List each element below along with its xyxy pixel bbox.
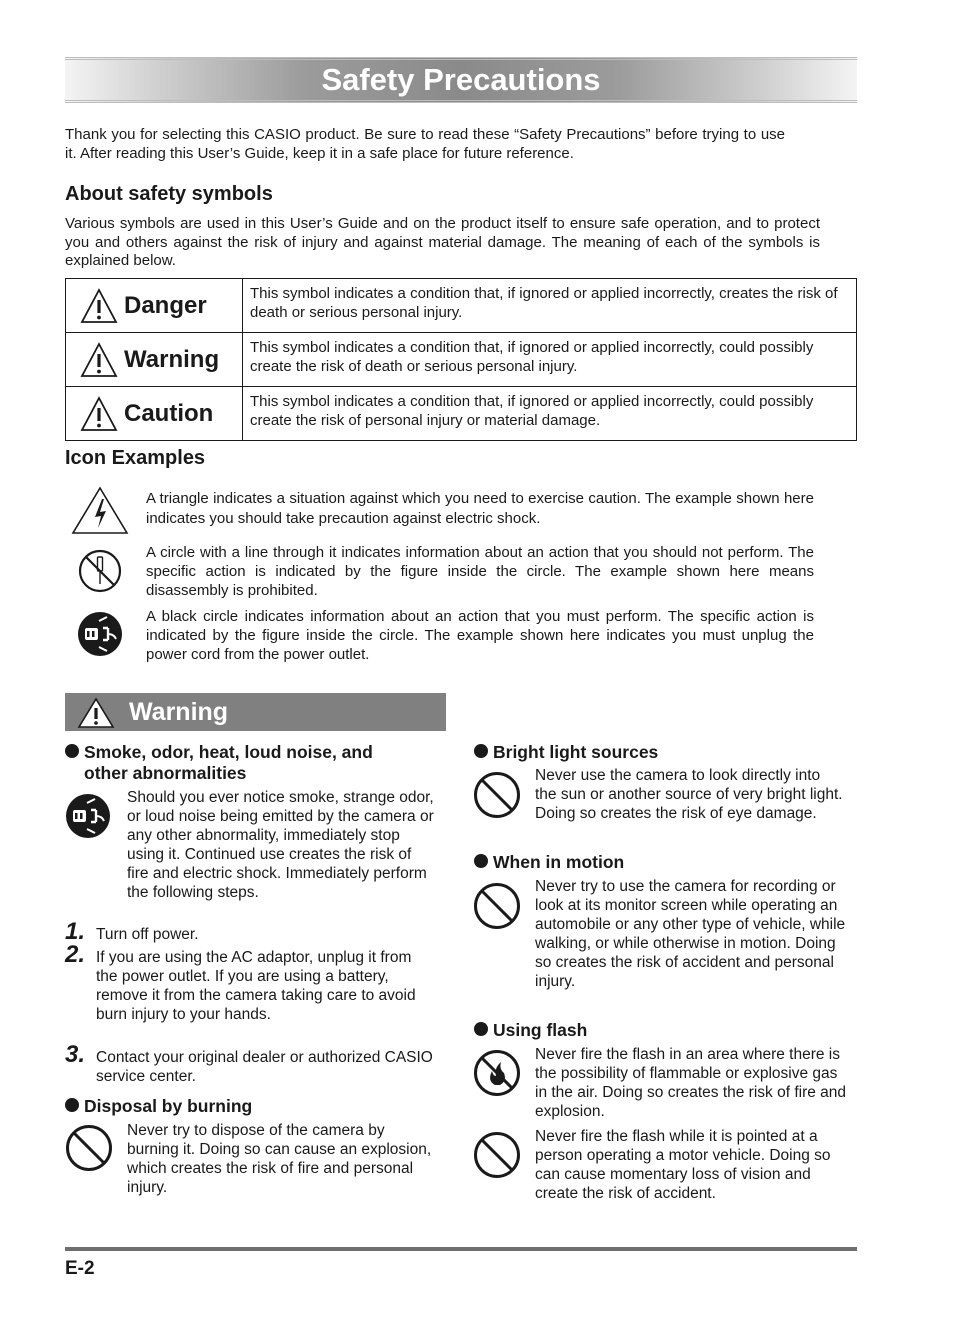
symbol-label-danger: Danger	[124, 291, 207, 319]
symbol-label-caution: Caution	[124, 399, 214, 427]
bright-heading-text: Bright light sources	[493, 742, 659, 762]
flash-heading-text: Using flash	[493, 1020, 588, 1040]
step-3-text: Contact your original dealer or authorized CASIO service center.	[96, 1049, 433, 1085]
bullet-icon	[474, 1022, 488, 1036]
footer-rule	[65, 1247, 857, 1251]
symbol-row-warning	[66, 333, 857, 387]
smoke-text: Should you ever notice smoke, strange odor, or loud noise being emitted by the camera or any other abnormality, immediately stop using it. Continued use creates the risk of fire and electric shock. Immediately perform the following steps.	[127, 789, 434, 901]
smoke-heading	[65, 742, 373, 763]
exclamation-triangle-icon	[77, 697, 115, 729]
symbol-label-warning: Warning	[124, 345, 220, 373]
symbol-desc-caution: This symbol indicates a condition that, if ignored or applied incorrectly, could possibly create the risk of personal injury or material damage.	[243, 387, 857, 441]
step-1-number: 1.	[65, 918, 86, 945]
no-disassembly-icon	[77, 548, 123, 594]
disposal-heading	[65, 1096, 252, 1117]
disposal-heading-text: Disposal by burning	[84, 1096, 253, 1116]
icon-example-2-text: A circle with a line through it indicates information about an action that you should not perform. The specific action is indicated by the figure inside the circle. The example shown here means disassembly is prohibited.	[146, 544, 814, 599]
bright-heading	[474, 742, 658, 763]
prohibited-icon	[473, 1131, 521, 1179]
icon-example-3-text: A black circle indicates information about an action that you must perform. The specific action is indicated by the figure inside the circle. The example shown here indicates you must unplug the power cord from the power outlet.	[146, 608, 814, 663]
bullet-icon	[65, 744, 79, 758]
about-heading: About safety symbols	[65, 183, 273, 205]
symbol-desc-danger: This symbol indicates a condition that, if ignored or applied incorrectly, creates the risk of death or serious personal injury.	[243, 279, 857, 333]
bright-text: Never use the camera to look directly into the sun or another source of very bright light. Doing so creates the risk of eye damage.	[535, 767, 843, 822]
smoke-heading-line1: Smoke, odor, heat, loud noise, and	[84, 742, 373, 762]
exclamation-triangle-icon	[80, 396, 118, 432]
prohibited-icon	[473, 882, 521, 930]
symbol-row-caution	[66, 387, 857, 441]
page-number: E-2	[65, 1258, 95, 1279]
page-title: Safety Precautions	[321, 62, 601, 97]
flash-text-2: Never fire the flash while it is pointed at a person operating a motor vehicle. Doing so can cause momentary loss of vision and create the risk of accident.	[535, 1128, 831, 1202]
motion-heading	[474, 852, 624, 873]
step-2-number: 2.	[65, 941, 86, 968]
warning-section-heading: Warning	[129, 698, 229, 726]
symbol-row-danger	[66, 279, 857, 333]
prohibited-icon	[65, 1124, 113, 1172]
icon-examples-heading: Icon Examples	[65, 447, 206, 469]
prohibited-icon	[473, 771, 521, 819]
step-2-text: If you are using the AC adaptor, unplug it from the power outlet. If you are using a battery, remove it from the camera taking care to avoid burn injury to your hands.	[96, 949, 416, 1023]
motion-text: Never try to use the camera for recording or look at its monitor screen while operating an automobile or any other type of vehicle, while walking, or while otherwise in motion. Doing so creates the risk of accident and personal injury.	[535, 878, 846, 990]
no-open-flame-icon	[473, 1049, 521, 1097]
bullet-icon	[474, 744, 488, 758]
unplug-icon	[65, 793, 111, 839]
about-text: Various symbols are used in this User’s Guide and on the product itself to ensure safe operation, and to protect you and others against the risk of injury and against material damage. The meaning of each of the symbols is explained below.	[65, 215, 820, 269]
disposal-text: Never try to dispose of the camera by burning it. Doing so can cause an explosion, which creates the risk of fire and personal injury.	[127, 1122, 432, 1196]
symbol-table	[65, 278, 857, 441]
intro-text: Thank you for selecting this CASIO product. Be sure to read these “Safety Precautions” before trying to use it. After reading this User’s Guide, keep it in a safe place for future reference.	[65, 126, 785, 162]
exclamation-triangle-icon	[80, 342, 118, 378]
motion-heading-text: When in motion	[493, 852, 625, 872]
unplug-icon	[77, 611, 123, 657]
icon-example-1-text: A triangle indicates a situation against which you need to exercise caution. The example shown here indicates you should take precaution against electric shock.	[146, 490, 814, 527]
smoke-heading-line2: other abnormalities	[84, 763, 247, 783]
flash-text-1: Never fire the flash in an area where there is the possibility of flammable or explosive gas in the air. Doing so creates the risk of fire and explosion.	[535, 1046, 847, 1120]
bullet-icon	[65, 1098, 79, 1112]
bullet-icon	[474, 854, 488, 868]
exclamation-triangle-icon	[80, 288, 118, 324]
step-3-number: 3.	[65, 1041, 86, 1068]
warning-section-bar	[65, 693, 446, 731]
electric-shock-triangle-icon	[71, 486, 129, 536]
flash-heading	[474, 1020, 587, 1041]
step-1-text: Turn off power.	[96, 926, 199, 943]
symbol-desc-warning: This symbol indicates a condition that, if ignored or applied incorrectly, could possibly create the risk of death or serious personal injury.	[243, 333, 857, 387]
